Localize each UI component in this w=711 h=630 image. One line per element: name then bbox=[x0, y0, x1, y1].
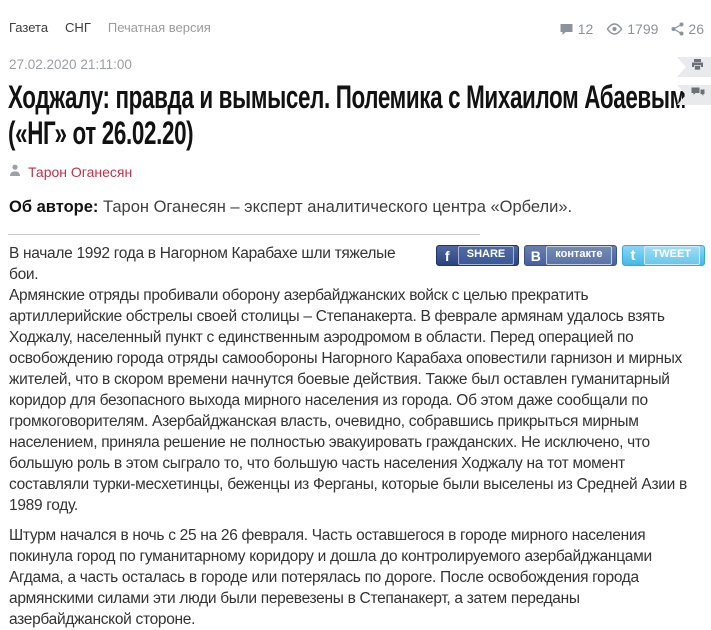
share-buttons bbox=[436, 245, 705, 266]
facebook-share-label: SHARE bbox=[458, 246, 515, 264]
views-count bbox=[606, 21, 658, 37]
twitter-icon: t bbox=[630, 247, 636, 264]
vkontakte-share-button[interactable] bbox=[524, 245, 616, 266]
twitter-share-label: TWEET bbox=[644, 246, 701, 264]
about-author-label: Об авторе: bbox=[9, 198, 99, 216]
printer-icon bbox=[691, 58, 704, 76]
article-stats bbox=[559, 21, 704, 37]
comment-icon bbox=[559, 23, 574, 36]
page-title bbox=[8, 79, 711, 151]
comments-icon bbox=[691, 86, 705, 104]
paragraph-3: Штурм начался в ночь с 25 на 26 февраля. Часть оставшегося в городе мирного населения покинула город по гуманитарному коридору и дошла до контролируемого азербайджанцами Агдама, а часть осталась в городе или потерялась по дороге. После освобождения города армянскими силами эти люди были перевезены в Степанакерт, а затем переданы азербайджанской стороне. bbox=[9, 527, 652, 628]
nav-gazeta[interactable]: Газета bbox=[9, 20, 49, 35]
publish-date: 27.02.2020 21:11:00 bbox=[9, 57, 132, 72]
vkontakte-share-label: контакте bbox=[546, 246, 611, 264]
section-divider bbox=[8, 234, 480, 235]
shares-count-value: 26 bbox=[688, 21, 704, 37]
eye-icon bbox=[606, 23, 623, 35]
paragraph-2: Армянские отряды пробивали оборону азербайджанских войск с целью прекратить артиллерийские обстрелы своей столицы – Степанакерта. В феврале армянам удалось взять Ходжалу, населенный пункт с единственным аэродромом в области. Перед операцией по освобождению города отряды самообороны Нагорного Карабаха оповестили гарнизон и мирных жителей, что в скором времени начнутся боевые действия. Также был оставлен гуманитарный коридор для безопасного выхода мирного населения из города. Об этом даже сообщали по громкоговорителям. Азербайджанская власть, очевидно, собравшись прикрыться мирным населением, приняла решение не полностью эвакуировать гражданских. Не исключено, что большую роль в этом сыграло то, что большую часть населения Ходжалу на тот момент составляли турки-месхетинцы, беженцы из Ферганы, которые были выселены из Средней Азии в 1989 году. bbox=[9, 287, 687, 514]
author-name: Тарон Оганесян bbox=[28, 164, 133, 180]
author-link[interactable] bbox=[9, 164, 132, 180]
article-body bbox=[9, 243, 705, 630]
about-author bbox=[9, 198, 572, 217]
about-author-text: Тарон Оганесян – эксперт аналитического центра «Орбели». bbox=[103, 198, 573, 216]
comments-count-value: 12 bbox=[577, 21, 594, 37]
facebook-share-button[interactable] bbox=[436, 245, 520, 266]
title-line-2: («НГ» от 26.02.20) bbox=[8, 115, 194, 151]
views-count-value: 1799 bbox=[627, 21, 659, 37]
share-icon bbox=[671, 22, 684, 36]
top-nav bbox=[9, 20, 211, 35]
vkontakte-icon: В bbox=[530, 247, 541, 264]
twitter-share-button[interactable] bbox=[622, 245, 706, 266]
nav-sng[interactable]: СНГ bbox=[65, 20, 91, 35]
nav-print-version[interactable]: Печатная версия bbox=[107, 20, 211, 35]
facebook-icon: f bbox=[444, 247, 450, 264]
print-button[interactable] bbox=[677, 57, 711, 77]
person-icon bbox=[9, 164, 21, 180]
title-line-1: Ходжалу: правда и вымысел. Полемика с Михаилом Абаевым bbox=[8, 79, 686, 115]
paragraph-1: В начале 1992 года в Нагорном Карабахе шли тяжелые бои. bbox=[9, 245, 396, 283]
comments-count[interactable] bbox=[559, 21, 594, 37]
shares-count bbox=[671, 21, 704, 37]
